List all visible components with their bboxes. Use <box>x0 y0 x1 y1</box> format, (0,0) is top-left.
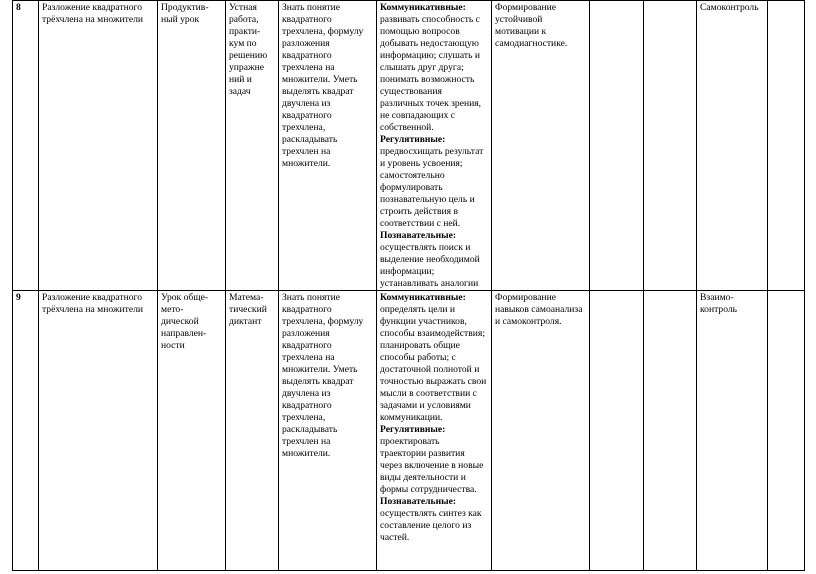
ucd-cell <box>377 291 492 571</box>
control-type: Взаимо- <box>700 292 734 303</box>
topic-cell <box>39 1 158 291</box>
ucd-text: осуществлять синтез как составление целого из частей. <box>380 508 482 543</box>
ucd-cell <box>377 1 492 291</box>
ucd-heading: Познавательные: <box>380 230 457 241</box>
form-line: работа, <box>229 14 259 25</box>
ucd-text: развивать способность с помощью вопросов добывать недостающую информацию; слушать и слышать друг друга; понимать возможность существования различных точек зрения, не совпадающих с собственной. <box>380 14 482 133</box>
personal-results: Формирование устойчивой мотивации к самодиагностике. <box>495 2 568 49</box>
ucd-text: проектировать траектории развития через включение в новые виды деятельности и формы сотрудничества. <box>380 436 484 495</box>
form-line: диктант <box>229 316 262 327</box>
form-line: кум по <box>229 38 257 49</box>
empty-cell <box>644 291 697 571</box>
empty-cell <box>768 1 805 291</box>
lesson-type-line: Урок обще- <box>161 292 209 303</box>
personal-results-cell <box>492 291 590 571</box>
empty-cell <box>590 1 644 291</box>
lesson-topic: Разложение квадратного трёхчлена на множители <box>42 2 144 25</box>
lesson-type-line: ный урок <box>161 14 200 25</box>
ucd-text: осуществлять поиск и выделение необходимой информации; устанавливать аналогии <box>380 242 480 289</box>
row-number-cell <box>13 1 39 291</box>
control-cell <box>697 291 768 571</box>
ucd-heading: Познавательные: <box>380 496 457 507</box>
control-cell <box>697 1 768 291</box>
lesson-plan-table <box>12 0 805 571</box>
subject-results: Знать понятие квадратного трехчлена, формулу разложения квадратного трехчлена на множители. Уметь выделять квадрат двучлена из квадратного трехчлена, раскладывать трехчлен на множители. <box>282 292 364 459</box>
lesson-type-line: ности <box>161 340 185 351</box>
lesson-topic: Разложение квадратного трёхчлена на множители <box>42 292 144 315</box>
form-line: тический <box>229 304 267 315</box>
ucd-heading: Регулятивные: <box>380 134 446 145</box>
form-line: практи- <box>229 26 261 37</box>
empty-cell <box>590 291 644 571</box>
form-line: ний и <box>229 74 252 85</box>
table-row <box>13 1 805 291</box>
form-line: упражне <box>229 62 265 73</box>
form-line: решению <box>229 50 268 61</box>
lesson-type-line: направлен- <box>161 328 207 339</box>
subject-results-cell <box>279 291 377 571</box>
control-type: Самоконтроль <box>700 2 759 13</box>
lesson-type-line: мето- <box>161 304 184 315</box>
topic-cell <box>39 291 158 571</box>
lesson-type-cell <box>158 291 226 571</box>
ucd-text: определять цели и функции участников, способы взаимодействия; планировать общие способы работы; с достаточной полнотой и точностью выражать свои мысли в соответствии с задачами и условиями коммуникации. <box>380 304 487 423</box>
form-cell <box>226 1 279 291</box>
personal-results-cell <box>492 1 590 291</box>
subject-results: Знать понятие квадратного трехчлена, формулу разложения квадратного трехчлена на множители. Уметь выделять квадрат двучлена из квадратного трехчлена, раскладывать трехчлен на множители. <box>282 2 364 169</box>
form-line: задач <box>229 86 251 97</box>
ucd-heading: Регулятивные: <box>380 424 446 435</box>
ucd-heading: Коммуникативные: <box>380 2 466 13</box>
lesson-type-line: дической <box>161 316 199 327</box>
empty-cell <box>768 291 805 571</box>
lesson-type-line: Продуктив- <box>161 2 209 13</box>
subject-results-cell <box>279 1 377 291</box>
control-type: контроль <box>700 304 738 315</box>
row-number-cell <box>13 291 39 571</box>
empty-cell <box>644 1 697 291</box>
table-row <box>13 291 805 571</box>
ucd-heading: Коммуникативные: <box>380 292 466 303</box>
personal-results: Формирование навыков самоанализа и самоконтроля. <box>495 292 583 327</box>
row-number: 9 <box>16 292 21 303</box>
ucd-text: предвосхищать результат и уровень усвоения; самостоятельно формулировать познавательную цель и строить действия в соответствии с ней. <box>380 146 484 229</box>
form-cell <box>226 291 279 571</box>
form-line: Устная <box>229 2 257 13</box>
form-line: Матема- <box>229 292 264 303</box>
lesson-type-cell <box>158 1 226 291</box>
row-number: 8 <box>16 2 21 13</box>
